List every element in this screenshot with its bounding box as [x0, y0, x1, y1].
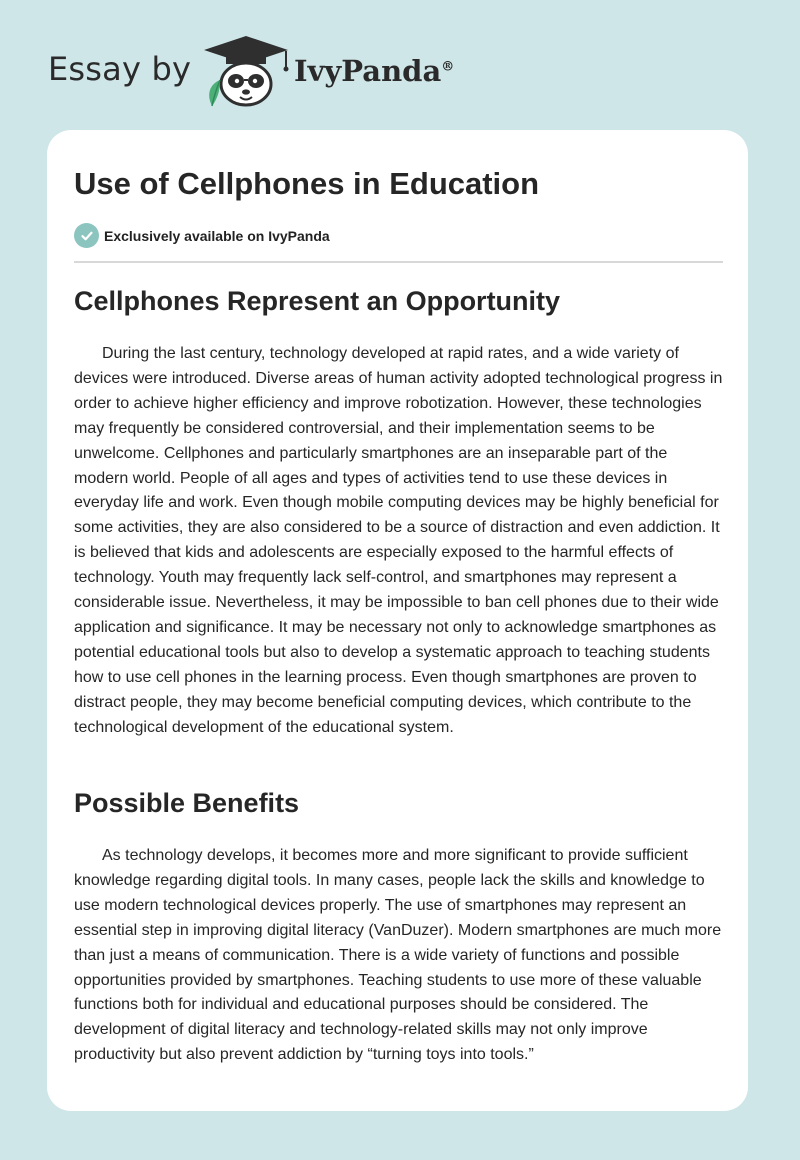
- section-heading: Possible Benefits: [74, 788, 300, 818]
- section-heading: Cellphones Represent an Opportunity: [74, 286, 561, 316]
- section-paragraph: As technology develops, it becomes more and more significant to provide sufficient knowledge regarding digital tools. In many cases, people lack the skills and knowledge to use modern technological devices properly. The use of smartphones may represent an essential step in improving digital literacy (VanDuzer). Modern smartphones are much more than just a means of communication. There is a wide variety of functions and possible opportunities provided by smartphones. Teaching students to use more of these valuable functions both for individual and educational purposes should be considered. The development of digital literacy and technology-related skills may not only improve productivity but also prevent addiction by “turning toys into tools.”: [74, 847, 722, 1064]
- exclusive-label: Exclusively available on IvyPanda: [104, 227, 330, 244]
- section-paragraph: During the last century, technology developed at rapid rates, and a wide variety of devices were introduced. Diverse areas of human activity adopted technological progress in order to achieve higher efficiency and improve robotization. However, these technologies may frequently be considered controversial, and their implementation seems to be unwelcome. Cellphones and particularly smartphones are an inseparable part of the modern world. People of all ages and types of activities tend to use these devices in everyday life and work. Even though mobile computing devices may be highly beneficial for some activities, they are also considered to be a source of distraction and even addiction. It is believed that kids and adolescents are especially exposed to the harmful effects of technology. Youth may frequently lack self-control, and smartphones may represent a considerable issue. Nevertheless, it may be impossible to ban cell phones due to their wide application and significance. It may be necessary not only to acknowledge smartphones as potential educational tools but also to develop a systematic approach to teaching students how to use cell phones in the learning process. Even though smartphones are proven to distract people, they may become beneficial computing devices, which contribute to the technological development of the educational system.: [74, 345, 723, 736]
- check-circle-icon: [74, 223, 99, 248]
- article-card: [47, 130, 748, 1111]
- divider: [74, 261, 723, 263]
- registered-mark: ®: [441, 59, 455, 75]
- brand-name[interactable]: IvyPanda®: [294, 54, 455, 88]
- panda-graduate-logo-icon[interactable]: [202, 34, 290, 108]
- site-header: [48, 32, 468, 108]
- exclusive-badge: [74, 223, 330, 248]
- essay-by-label: Essay by: [48, 50, 192, 88]
- page-title: Use of Cellphones in Education: [74, 166, 540, 201]
